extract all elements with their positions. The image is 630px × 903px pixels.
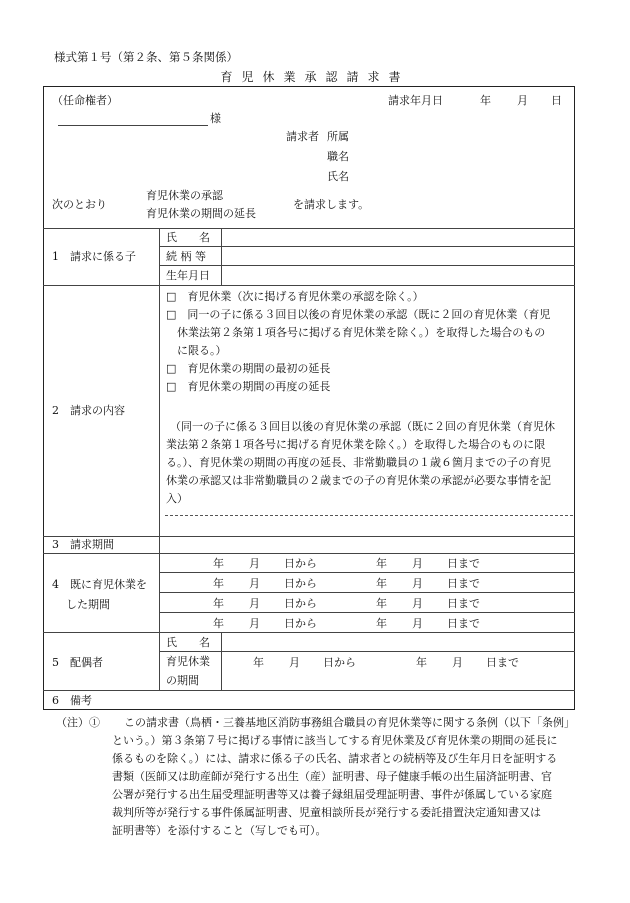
notes-line-2: という。）第３条第７号に掲げる事情に該当してする育児休業及び育児休業の期間の延長に <box>112 734 558 747</box>
s4-to-month: 月 <box>412 617 423 630</box>
s1-birthdate-label: 生年月日 <box>166 269 210 282</box>
s2-item-4: □ 育児休業の期間の再度の延長 <box>166 380 331 393</box>
form-number: 様式第１号（第２条、第５条関係） <box>54 50 238 64</box>
s4-to-day: 日まで <box>447 557 480 570</box>
s4-from-day: 日から <box>284 577 317 590</box>
s4-from-year: 年 <box>213 617 224 630</box>
s5-field-divider <box>221 632 222 690</box>
s4-to-day: 日まで <box>447 577 480 590</box>
s1-label: 1 請求に係る子 <box>52 250 136 263</box>
option-approval: 育児休業の承認 <box>146 189 223 202</box>
authority-name-line <box>58 125 208 126</box>
page-title: 育児休業承認請求書 <box>220 70 410 84</box>
notes-prefix: （注）① <box>56 716 100 729</box>
s1-relation-label: 続 柄 等 <box>166 250 206 263</box>
s4-to-year: 年 <box>376 577 387 590</box>
divider-s2-s3 <box>43 536 575 537</box>
divider-s4-row1 <box>159 572 575 573</box>
s3-label: 3 請求期間 <box>52 538 114 551</box>
notes-line-3: 係るものを除く。）には、請求に係る子の氏名、請求者との続柄等及び生年月日を証明する <box>112 752 558 765</box>
s4-label-line1: 4 既に育児休業を <box>52 578 147 591</box>
s2-item-3: □ 育児休業の期間の最初の延長 <box>166 362 331 375</box>
s1-name-label: 氏 名 <box>166 231 210 244</box>
s5-from-day: 日から <box>323 656 356 669</box>
s4-to-month: 月 <box>412 557 423 570</box>
divider-s3-s4 <box>43 553 575 554</box>
s4-from-year: 年 <box>213 597 224 610</box>
notes-line-4: 書類（医師又は助産師が発行する出生（産）証明書、母子健康手帳の出生届済証明書、官 <box>112 770 552 783</box>
authority-label: （任命権者） <box>52 94 118 107</box>
s4-to-day: 日まで <box>447 617 480 630</box>
s2-item-2: □ 同一の子に係る３回目以後の育児休業の承認（既に２回の育児休業（育児 <box>166 308 551 321</box>
s5-period-label-2: の期間 <box>166 674 199 687</box>
name-label: 氏名 <box>327 170 349 183</box>
s4-from-month: 月 <box>249 617 260 630</box>
department-label: 所属 <box>327 130 349 143</box>
s2-item-2-cont2: に限る。） <box>177 344 227 357</box>
s4-label-line2: した期間 <box>66 598 110 611</box>
s4-to-day: 日まで <box>447 597 480 610</box>
notes-line-5: 公署が発行する出生届受理証明書等又は養子縁組届受理証明書、事件が係属している家庭 <box>112 788 552 801</box>
divider-s5-s6 <box>43 690 575 691</box>
s2-note-2: 業法第２条第１項各号に掲げる育児休業を除く。）を取得した場合のものに限 <box>166 438 546 451</box>
dashed-divider-s2 <box>165 515 573 516</box>
s4-from-day: 日から <box>284 557 317 570</box>
date-month: 月 <box>517 94 528 107</box>
as-follows: 次のとおり <box>52 198 107 211</box>
date-year: 年 <box>480 94 491 107</box>
requests-text: を請求します。 <box>293 198 370 211</box>
s5-period-label-1: 育児休業 <box>166 655 210 668</box>
notes-line-1: この請求書（鳥栖・三養基地区消防事務組合職員の育児休業等に関する条例（以下「条例」 <box>124 716 575 729</box>
s6-label: 6 備考 <box>52 694 92 707</box>
s4-to-year: 年 <box>376 597 387 610</box>
s4-from-day: 日から <box>284 597 317 610</box>
date-day: 日 <box>551 94 562 107</box>
option-extension: 育児休業の期間の延長 <box>146 207 256 220</box>
requester-label: 請求者 <box>286 130 319 143</box>
s5-from-month: 月 <box>289 656 300 669</box>
divider-s4-s5 <box>43 632 575 633</box>
s5-label: 5 配偶者 <box>52 656 103 669</box>
s4-from-year: 年 <box>213 557 224 570</box>
s4-to-year: 年 <box>376 557 387 570</box>
date-label: 請求年月日 <box>388 94 443 107</box>
s5-from-year: 年 <box>253 656 264 669</box>
s5-name-label: 氏 名 <box>166 636 210 649</box>
s5-to-day: 日まで <box>486 656 519 669</box>
s1-field-divider <box>221 228 222 285</box>
s2-label: 2 請求の内容 <box>52 404 125 417</box>
s2-note-1: （同一の子に係る３回目以後の育児休業の承認（既に２回の育児休業（育児休 <box>170 420 555 433</box>
position-label: 職名 <box>327 150 349 163</box>
s2-item-2-cont1: 休業法第２条第１項各号に掲げる育児休業を除く。）を取得した場合のもの <box>177 326 546 339</box>
s4-from-month: 月 <box>249 577 260 590</box>
notes-line-7: 証明書等）を添付すること（写しでも可）。 <box>112 824 327 837</box>
honorific: 様 <box>210 112 221 125</box>
divider-request-s1 <box>43 228 575 229</box>
s2-note-3: る。）、育児休業の期間の再度の延長、非常勤職員の１歳６箇月までの子の育児 <box>166 456 551 469</box>
s4-to-month: 月 <box>412 577 423 590</box>
s4-from-month: 月 <box>249 557 260 570</box>
s4-to-year: 年 <box>376 617 387 630</box>
divider-s4-row2 <box>159 592 575 593</box>
s4-to-month: 月 <box>412 597 423 610</box>
s5-to-year: 年 <box>416 656 427 669</box>
notes-line-6: 裁判所等が発行する事件係属証明書、児童相談所長が発行する委託措置決定通知書又は <box>112 806 541 819</box>
s2-note-4: 休業の承認又は非常勤職員の２歳までの子の育児休業の承認が必要な事情を記 <box>166 474 551 487</box>
s4-from-day: 日から <box>284 617 317 630</box>
s5-to-month: 月 <box>452 656 463 669</box>
s2-note-5: 入） <box>166 492 188 505</box>
label-column-divider <box>159 228 160 690</box>
divider-s4-row3 <box>159 612 575 613</box>
s2-item-1: □ 育児休業（次に掲げる育児休業の承認を除く。） <box>166 290 424 303</box>
divider-s1-s2 <box>43 285 575 286</box>
s4-from-year: 年 <box>213 577 224 590</box>
s4-from-month: 月 <box>249 597 260 610</box>
